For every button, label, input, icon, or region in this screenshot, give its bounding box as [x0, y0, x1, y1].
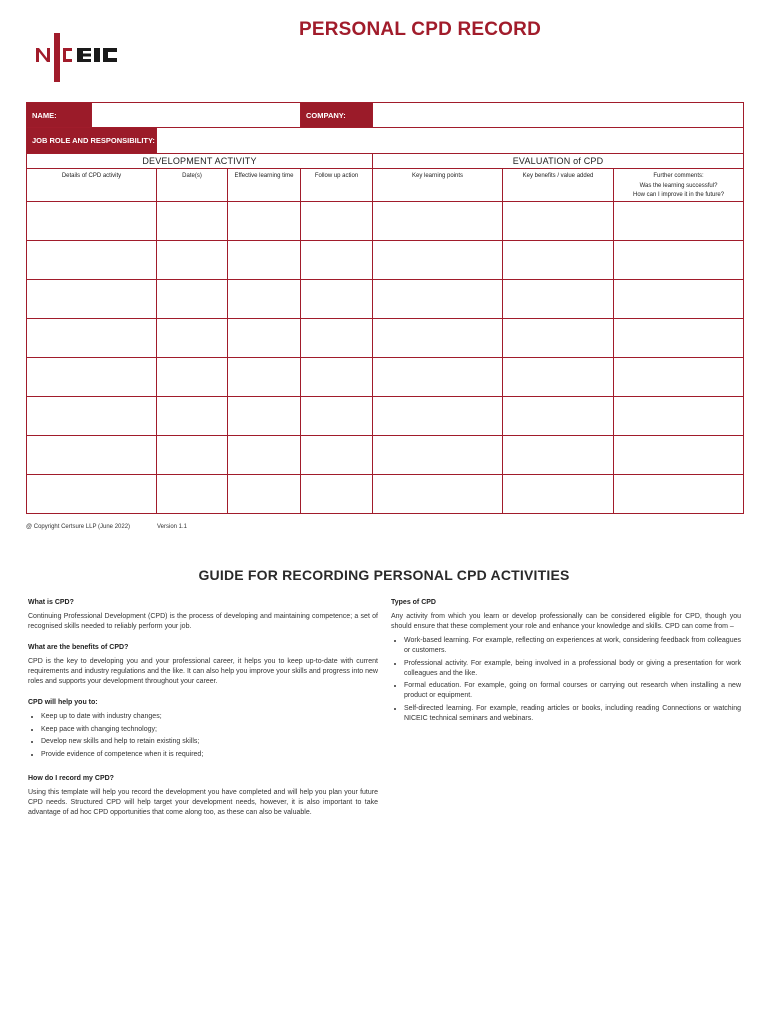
table-row: [27, 357, 744, 396]
list-item: • Keep up to date with industry changes;: [41, 712, 378, 722]
dates-cell[interactable]: [157, 396, 228, 435]
benefits-cell[interactable]: [503, 240, 614, 279]
benefits-text: CPD is the key to developing you and your professional career, it helps you to keep up-to-date with current requirements and industry regulations and the like. It can also help you improve your skills and progress into new roles and supports your development throughout your career.: [28, 658, 378, 685]
comments-cell[interactable]: [614, 240, 744, 279]
list-item: • Formal education. For example, going on formal courses or carrying out research when installing a new product or equipment.: [404, 681, 741, 701]
comments-cell[interactable]: [614, 396, 744, 435]
col-key-points-header: Key learning points: [373, 169, 503, 202]
key-points-cell[interactable]: [373, 396, 503, 435]
niceic-logo: [36, 33, 140, 83]
follow-up-cell[interactable]: [301, 318, 373, 357]
guide-left-column: [28, 598, 378, 829]
learning-time-cell[interactable]: [228, 279, 301, 318]
dates-cell[interactable]: [157, 279, 228, 318]
version-text: Version 1.1: [157, 524, 188, 530]
comments-cell[interactable]: [614, 279, 744, 318]
list-item: • Develop new skills and help to retain existing skills;: [41, 737, 378, 747]
key-points-cell[interactable]: [373, 357, 503, 396]
benefits-cell[interactable]: [503, 435, 614, 474]
benefits-cell[interactable]: [503, 396, 614, 435]
follow-up-cell[interactable]: [301, 396, 373, 435]
col-details-header: Details of CPD activity: [27, 169, 157, 202]
details-cell[interactable]: [27, 435, 157, 474]
dates-cell[interactable]: [157, 435, 228, 474]
details-cell[interactable]: [27, 474, 157, 513]
dates-cell[interactable]: [157, 201, 228, 240]
benefits-cell[interactable]: [503, 474, 614, 513]
dates-cell[interactable]: [157, 318, 228, 357]
key-points-cell[interactable]: [373, 474, 503, 513]
comments-line-3: How can I improve it in the future?: [633, 192, 725, 198]
learning-time-cell[interactable]: [228, 435, 301, 474]
follow-up-cell[interactable]: [301, 201, 373, 240]
list-item: • Self-directed learning. For example, reading articles or books, including reading Connections or watching NICEIC technical seminars and webinars.: [404, 704, 741, 724]
comments-cell[interactable]: [614, 318, 744, 357]
name-label: NAME:: [27, 103, 92, 128]
copyright-text: @ Copyright Certsure LLP (June 2022): [26, 524, 131, 530]
help-list: [28, 712, 378, 760]
follow-up-cell[interactable]: [301, 279, 373, 318]
company-label: COMPANY:: [301, 103, 373, 128]
guide-right-column: [391, 598, 741, 734]
details-cell[interactable]: [27, 279, 157, 318]
types-text: Any activity from which you learn or develop professionally can be considered eligible for CPD, though you should ensure that these complement your role and enhance your knowledge and skills. CPD can come from –: [391, 613, 741, 630]
table-row: [27, 318, 744, 357]
activity-rows: [27, 201, 744, 513]
col-follow-up-header: Follow up action: [301, 169, 373, 202]
key-points-cell[interactable]: [373, 240, 503, 279]
job-role-label: JOB ROLE AND RESPONSIBILITY:: [27, 128, 157, 154]
key-points-cell[interactable]: [373, 279, 503, 318]
comments-cell[interactable]: [614, 435, 744, 474]
col-benefits-header: Key benefits / value added: [503, 169, 614, 202]
benefits-cell[interactable]: [503, 357, 614, 396]
table-row: [27, 279, 744, 318]
col-learning-time-header: Effective learning time: [228, 169, 301, 202]
col-comments-header: [614, 169, 744, 202]
what-is-cpd-text: Continuing Professional Development (CPD) is the process of developing and maintaining competence; a set of recognised skills needed to reliably perform your job.: [28, 613, 378, 630]
list-item: • Provide evidence of competence when it is required;: [41, 750, 378, 760]
name-field[interactable]: [92, 103, 301, 128]
help-heading: CPD will help you to:: [28, 699, 98, 706]
types-heading: Types of CPD: [391, 599, 436, 606]
benefits-cell[interactable]: [503, 279, 614, 318]
comments-cell[interactable]: [614, 201, 744, 240]
learning-time-cell[interactable]: [228, 396, 301, 435]
comments-cell[interactable]: [614, 474, 744, 513]
cpd-record-table: [26, 102, 744, 514]
list-item: • Keep pace with changing technology;: [41, 725, 378, 735]
learning-time-cell[interactable]: [228, 318, 301, 357]
job-role-field[interactable]: [157, 128, 744, 154]
key-points-cell[interactable]: [373, 435, 503, 474]
comments-cell[interactable]: [614, 357, 744, 396]
table-row: [27, 435, 744, 474]
dates-cell[interactable]: [157, 240, 228, 279]
guide-title: GUIDE FOR RECORDING PERSONAL CPD ACTIVITIES: [198, 567, 570, 583]
benefits-cell[interactable]: [503, 201, 614, 240]
details-cell[interactable]: [27, 201, 157, 240]
comments-line-2: Was the learning successful?: [639, 182, 718, 189]
details-cell[interactable]: [27, 318, 157, 357]
list-item: • Professional activity. For example, being involved in a professional body or giving a presentation for work colleagues and the like.: [404, 659, 741, 679]
company-field[interactable]: [373, 103, 744, 128]
follow-up-cell[interactable]: [301, 357, 373, 396]
details-cell[interactable]: [27, 357, 157, 396]
benefits-heading: What are the benefits of CPD?: [28, 644, 129, 651]
learning-time-cell[interactable]: [228, 357, 301, 396]
page-title: PERSONAL CPD RECORD: [298, 19, 542, 40]
table-row: [27, 201, 744, 240]
table-row: [27, 474, 744, 513]
development-activity-heading: DEVELOPMENT ACTIVITY: [27, 154, 373, 169]
table-row: [27, 396, 744, 435]
col-dates-header: Date(s): [157, 169, 228, 202]
types-list: [391, 636, 741, 724]
follow-up-cell[interactable]: [301, 435, 373, 474]
learning-time-cell[interactable]: [228, 240, 301, 279]
follow-up-cell[interactable]: [301, 474, 373, 513]
details-cell[interactable]: [27, 240, 157, 279]
key-points-cell[interactable]: [373, 318, 503, 357]
details-cell[interactable]: [27, 396, 157, 435]
what-is-cpd-heading: What is CPD?: [28, 599, 74, 606]
key-points-cell[interactable]: [373, 201, 503, 240]
follow-up-cell[interactable]: [301, 240, 373, 279]
benefits-cell[interactable]: [503, 318, 614, 357]
learning-time-cell[interactable]: [228, 474, 301, 513]
comments-line-1: Further comments:: [653, 173, 704, 179]
learning-time-cell[interactable]: [228, 201, 301, 240]
list-item: • Work-based learning. For example, reflecting on experiences at work, considering feedback from colleagues or customers.: [404, 636, 741, 656]
table-row: [27, 240, 744, 279]
dates-cell[interactable]: [157, 474, 228, 513]
record-text: Using this template will help you record the development you have completed and will help you plan your future CPD needs. Structured CPD will help target your development needs, however, it is also important to take advantage of ad hoc CPD opportunities that come along too, as these can also be valuable.: [28, 788, 378, 816]
dates-cell[interactable]: [157, 357, 228, 396]
evaluation-heading: EVALUATION of CPD: [373, 154, 744, 169]
record-heading: How do I record my CPD?: [28, 774, 114, 782]
